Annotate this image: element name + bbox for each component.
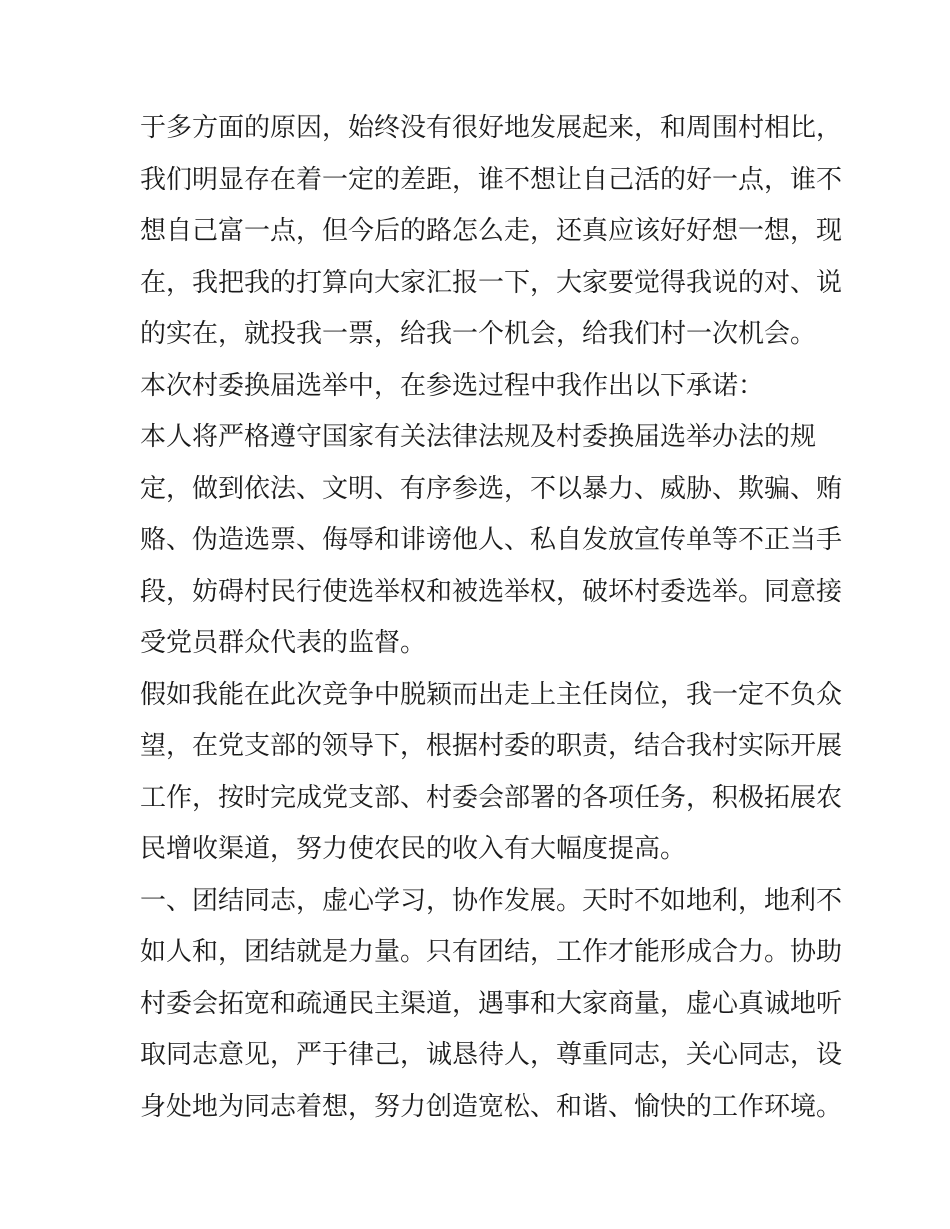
- text-line: 段，妨碍村民行使选举权和被选举权，破坏村委选举。同意接: [140, 576, 843, 607]
- text-line: 赂、伪造选票、侮辱和诽谤他人、私自发放宣传单等不正当手: [140, 525, 843, 555]
- text-line: 受党员群众代表的监督。: [140, 628, 427, 658]
- text-line: 在，我把我的打算向大家汇报一下，大家要觉得我说的对、说: [140, 267, 843, 298]
- text-line: 本次村委换届选举中，在参选过程中我作出以下承诺：: [140, 370, 765, 401]
- paragraph-3: [140, 412, 843, 670]
- paragraph-1: [140, 103, 843, 361]
- text-line: 假如我能在此次竞争中脱颖而出走上主任岗位，我一定不负众: [140, 679, 843, 710]
- paragraph-2: [140, 361, 830, 413]
- text-line: 身处地为同志着想，努力创造宽松、和谐、愉快的工作环境。: [140, 1091, 843, 1122]
- text-line: 本人将严格遵守国家有关法律法规及村委换届选举办法的规: [140, 422, 817, 452]
- text-line: 民增收渠道，努力使农民的收入有大幅度提高。: [140, 834, 687, 864]
- text-line: 工作，按时完成党支部、村委会部署的各项任务，积极拓展农: [140, 782, 843, 813]
- paragraph-4: [140, 670, 843, 876]
- text-line: 如人和，团结就是力量。只有团结，工作才能形成合力。协助: [140, 937, 843, 967]
- text-line: 于多方面的原因，始终没有很好地发展起来，和周围村相比，: [140, 113, 843, 143]
- text-line: 想自己富一点，但今后的路怎么走，还真应该好好想一想，现: [140, 216, 843, 246]
- text-line: 一、团结同志，虚心学习，协作发展。天时不如地利，地利不: [140, 885, 843, 916]
- text-line: 取同志意见，严于律己，诚恳待人，尊重同志，关心同志，设: [140, 1040, 843, 1070]
- text-line: 的实在，就投我一票，给我一个机会，给我们村一次机会。: [140, 319, 817, 349]
- text-line: 望，在党支部的领导下，根据村委的职责，结合我村实际开展: [140, 731, 843, 761]
- text-line: 我们明显存在着一定的差距，谁不想让自己活的好一点，谁不: [140, 164, 843, 195]
- text-line: 定，做到依法、文明、有序参选，不以暴力、威胁、欺骗、贿: [140, 473, 843, 504]
- document-body: [140, 103, 843, 1133]
- text-line: 村委会拓宽和疏通民主渠道，遇事和大家商量，虚心真诚地听: [140, 988, 843, 1019]
- paragraph-5: [140, 876, 843, 1134]
